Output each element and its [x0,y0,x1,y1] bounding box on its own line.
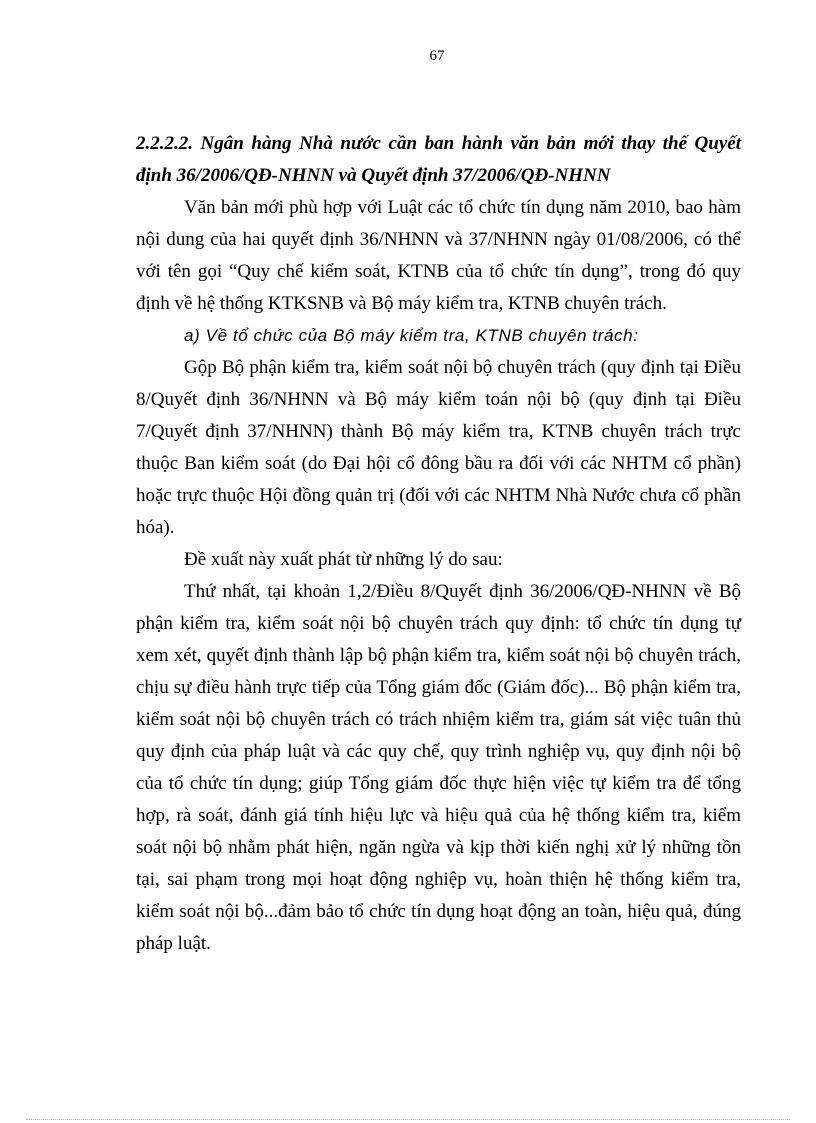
merge-paragraph: Gộp Bộ phận kiểm tra, kiểm soát nội bộ chuyên trách (quy định tại Điều 8/Quyết định 36/NHNN và Bộ máy kiểm toán nội bộ (quy định tại Điều 7/Quyết định 37/NHNN) thành Bộ máy kiểm tra, KTNB chuyên trách trực thuộc Ban kiểm soát (do Đại hội cổ đông bầu ra đối với các NHTM cổ phần) hoặc trực thuộc Hội đồng quản trị (đối với các NHTM Nhà Nước chưa cổ phần hóa). [136,357,741,538]
bottom-divider [26,1119,790,1120]
intro-paragraph: Văn bản mới phù hợp với Luật các tổ chức tín dụng năm 2010, bao hàm nội dung của hai quyết định 36/NHNN và 37/NHNN ngày 01/08/2006, có thể với tên gọi “Quy chế kiểm soát, KTNB của tổ chức tín dụng”, trong đó quy định về hệ thống KTKSNB và Bộ máy kiểm tra, KTNB chuyên trách. [136,197,741,314]
page-content [136,128,741,960]
first-reason-paragraph: Thứ nhất, tại khoản 1,2/Điều 8/Quyết định 36/2006/QĐ-NHNN về Bộ phận kiểm tra, kiểm soát nội bộ chuyên trách quy định: tổ chức tín dụng tự xem xét, quyết định thành lập bộ phận kiểm tra, kiểm soát nội bộ chuyên trách, chịu sự điều hành trực tiếp của Tổng giám đốc (Giám đốc)... Bộ phận kiểm tra, kiểm soát nội bộ chuyên trách có trách nhiệm kiểm tra, giám sát việc tuân thủ quy định của pháp luật và các quy chế, quy trình nghiệp vụ, quy định nội bộ của tổ chức tín dụng; giúp Tổng giám đốc thực hiện việc tự kiểm tra để tổng hợp, rà soát, đánh giá tính hiệu lực và hiệu quả của hệ thống kiểm tra, kiểm soát nội bộ nhằm phát hiện, ngăn ngừa và kịp thời kiến nghị xử lý những tồn tại, sai phạm trong mọi hoạt động nghiệp vụ, hoàn thiện hệ thống kiểm tra, kiểm soát nội bộ...đảm bảo tổ chức tín dụng hoạt động an toàn, hiệu quả, đúng pháp luật. [136,581,741,954]
subheading-a: a) Về tổ chức của Bộ máy kiểm tra, KTNB chuyên trách: [184,326,639,345]
reasons-intro: Đề xuất này xuất phát từ những lý do sau: [184,549,503,570]
page-number: 67 [429,48,445,64]
section-heading: 2.2.2.2. Ngân hàng Nhà nước cần ban hành văn bản mới thay thế Quyết định 36/2006/QĐ-NHNN và Quyết định 37/2006/QĐ-NHNN [136,133,741,186]
